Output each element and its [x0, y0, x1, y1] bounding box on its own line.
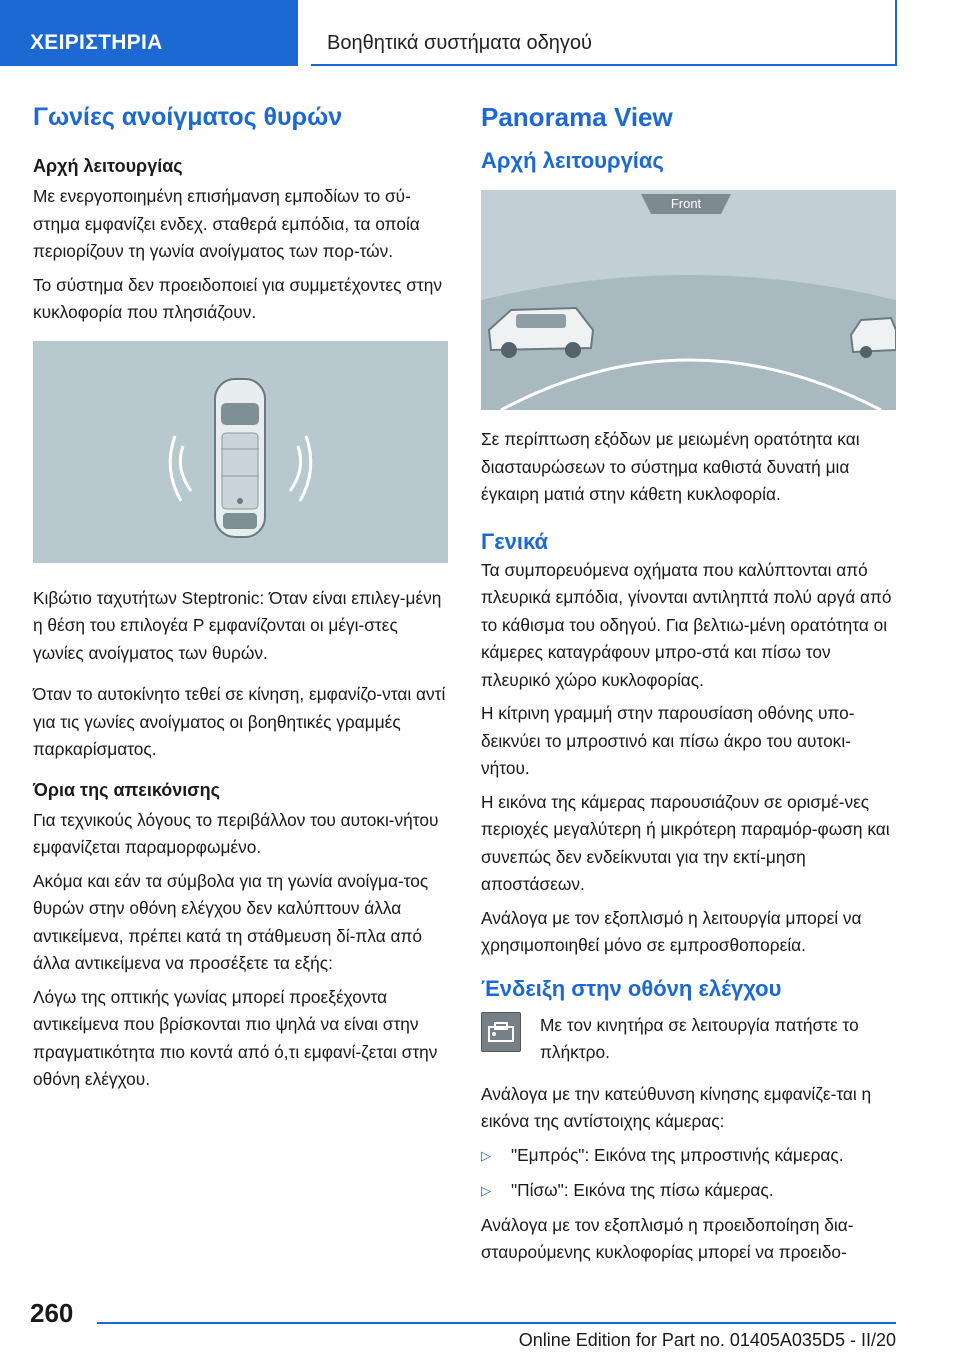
general-heading: Γενικά — [481, 528, 549, 554]
footer-divider — [97, 1322, 896, 1324]
section-tab — [0, 0, 298, 66]
triangle-bullet-icon: ▷ — [481, 1182, 491, 1198]
paragraph: Ανάλογα με την κατεύθυνση κίνησης εμφανίζε-ται η εικόνα της αντίστοιχης κάμερας: — [481, 1083, 872, 1131]
chapter-title: Βοηθητικά συστήματα οδηγού — [327, 32, 592, 54]
paragraph: Με ενεργοποιημένη επισήμανση εμποδίων το σύ-στημα εμφανίζει ενδεχ. σταθερά εμπόδια, τα οποία περιορίζουν τη γωνία ανοίγματος των πορ-τών. — [33, 186, 420, 261]
door-angle-illustration — [33, 341, 448, 563]
list-item — [481, 1142, 896, 1169]
page-number: 260 — [30, 1298, 74, 1328]
paragraph: Το σύστημα δεν προειδοποιεί για συμμετέχοντες στην κυκλοφορία που πλησιάζουν. — [33, 274, 442, 322]
paragraph: Σε περίπτωση εξόδων με μειωμένη ορατότητα και διασταυρώσεων το σύστημα καθιστά δυνατή μια έγκαιρη ματιά στην κάθετη κυκλοφορία. — [481, 429, 860, 504]
bullet-text: "Πίσω": Εικόνα της πίσω κάμερας. — [511, 1179, 774, 1200]
principle-subheading: Αρχή λειτουργίας — [33, 156, 183, 176]
page-header — [0, 0, 960, 66]
door-angle-heading: Γωνίες ανοίγματος θυρών — [33, 103, 343, 131]
paragraph: Όταν το αυτοκίνητο τεθεί σε κίνηση, εμφανίζο-νται αντί για τις γωνίες ανοίγματος οι βοηθητικές γραμμές παρκαρίσματος. — [33, 684, 446, 759]
right-column — [481, 100, 896, 1273]
edition-note: Online Edition for Part no. 01405A035D5 - II/20 — [518, 1330, 896, 1350]
paragraph: Η κίτρινη γραμμή στην παρουσίαση οθόνης υπο-δεικνύει το μπροστινό και πίσω άκρο του αυτοκι-νήτου. — [481, 703, 855, 778]
paragraph: Λόγω της οπτικής γωνίας μπορεί προεξέχοντα αντικείμενα που βρίσκονται πιο ψηλά να είναι στην πραγματικότητα πιο κοντά από ό,τι εμφανί-ζεται στην οθόνη ελέγχου. — [33, 986, 438, 1089]
display-heading: Ένδειξη στην οθόνη ελέγχου — [481, 975, 782, 1001]
paragraph: Ανάλογα με τον εξοπλισμό η λειτουργία μπορεί να χρησιμοποιηθεί μόνο σε εμπροσθοπορεία. — [481, 907, 862, 955]
panorama-heading: Panorama View — [481, 102, 673, 132]
instruction-text: Με τον κινητήρα σε λειτουργία πατήστε το πλήκτρο. — [540, 1014, 859, 1062]
car-top-view-icon — [33, 341, 448, 563]
front-label: Front — [670, 196, 702, 211]
list-item — [481, 1177, 896, 1204]
triangle-bullet-icon: ▷ — [481, 1147, 491, 1163]
limits-subheading: Όρια της απεικόνισης — [33, 779, 220, 800]
panorama-camera-image — [481, 190, 896, 410]
paragraph: Κιβώτιο ταχυτήτων Steptronic: Όταν είναι επιλεγ-μένη η θέση του επιλογέα P εμφανίζονται οι μέγι-στες γωνίες ανοίγματος των θυρών. — [33, 587, 442, 663]
button-instruction — [481, 1012, 896, 1067]
chapter-tab — [311, 0, 897, 66]
bullet-text: "Εμπρός": Εικόνα της μπροστινής κάμερας. — [511, 1144, 844, 1165]
paragraph: Ακόμα και εάν τα σύμβολα για τη γωνία ανοίγμα-τος θυρών στην οθόνη ελέγχου δεν καλύπτουν άλλα αντικείμενα, πρέπει κατά τη στάθμευση δί-πλα από άλλα αντικείμενα να προσέξετε τα εξής: — [33, 870, 429, 973]
left-column — [33, 100, 448, 1100]
section-title: ΧΕΙΡΙΣΤΗΡΙΑ — [30, 31, 163, 54]
panorama-button-icon — [481, 1012, 521, 1052]
paragraph: Για τεχνικούς λόγους το περιβάλλον του αυτοκι-νήτου εμφανίζεται παραμορφωμένο. — [33, 809, 439, 857]
paragraph: Τα συμπορευόμενα οχήματα που καλύπτονται από πλευρικά εμπόδια, γίνονται αντιληπτά πολύ αργά από το κάθισμα του οδηγού. Για βελτιω-μένη ορατότητα οι κάμερες καταγράφουν μπρο-στά και πίσω τον πλευρικό χώρο κυκλοφορίας. — [481, 559, 892, 690]
principle-heading: Αρχή λειτουργίας — [481, 148, 664, 173]
paragraph: Η εικόνα της κάμερας παρουσιάζουν σε ορισμέ-νες περιοχές μεγαλύτερη ή μικρότερη παραμόρ-φωση και συνεπώς δεν ενδείκνυται για την εκτί-μηση αποστάσεων. — [481, 791, 890, 894]
paragraph: Ανάλογα με τον εξοπλισμό η προειδοποίηση δια-σταυρούμενης κυκλοφορίας μπορεί να προειδο- — [481, 1214, 854, 1262]
camera-view-illustration — [481, 190, 896, 410]
